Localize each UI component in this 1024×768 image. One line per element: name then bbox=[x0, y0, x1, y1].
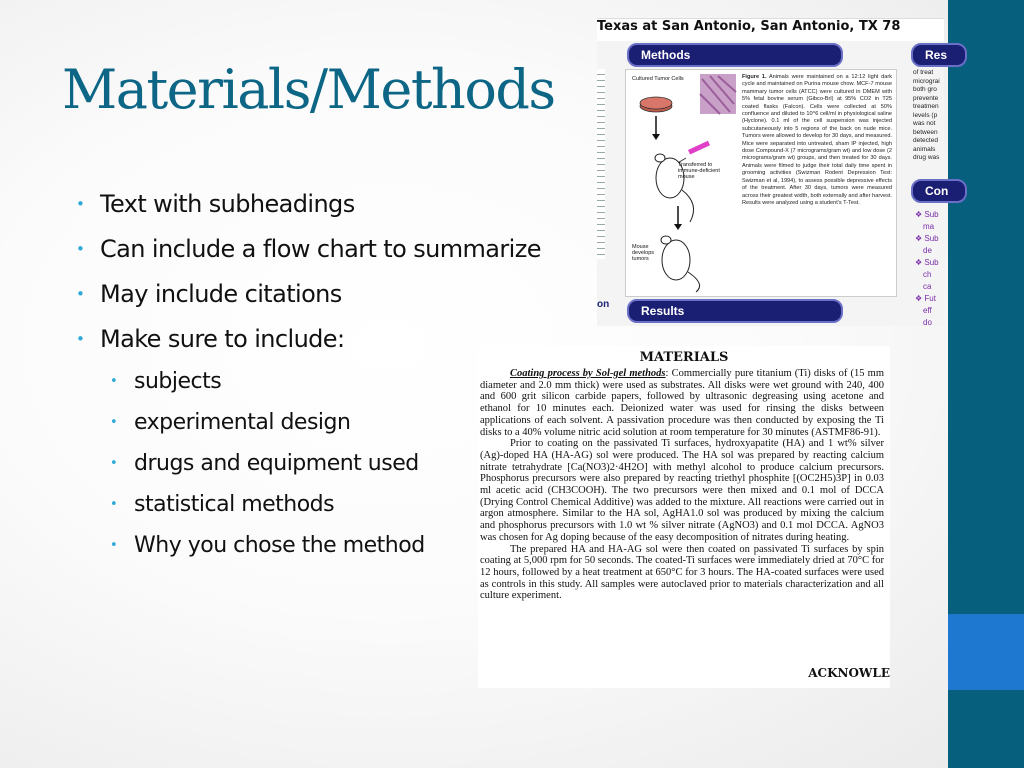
bullet-item bbox=[76, 231, 541, 276]
conclusion-line: de bbox=[923, 246, 932, 255]
bullet-list bbox=[76, 186, 541, 571]
conclusion-line: ❖ Sub bbox=[915, 258, 939, 267]
figure-caption-text: Animals were maintained on a 12:12 light dark cycle and maintained on Purina mouse chow. MCF-7 mouse mammary tumor cells (ATCC) were cultured in DMEM with 5% fetal bovine serum (Gibco-Brl) at 95% CO2 in T25 coated flasks (Falcon). Cells were collected at 50% confluence and diluted to 10^6 cell/ml in physiological saline (Hyclone). 0.1 ml of the cell suspension was injected subcutaneously into 5 regions of the back on nude mice. Tumors were allowed to develop for 30 days, and measured. Mice were separated into untreated, sham IP injected, high dose Compound-X (7 micrograms/gram wt) and low dose (2 micrograms/gram wt) groups, and then treated for 30 days. Animals were filmed to judge their total daily time spent in grooming activities (Swizman Rodent Depression Test: Swizman et al, 1994), to assess possible depressive effects of the treatment. After 30 days, tumors were measured across their greatest width, both externally and after harvest. Results were analyzed using a student's T-Test. bbox=[742, 74, 892, 206]
sub-bullet-item bbox=[76, 530, 541, 571]
sub-bullet-item bbox=[76, 489, 541, 530]
bullet-dot-icon: • bbox=[110, 374, 118, 389]
sub-bullet-item bbox=[76, 448, 541, 489]
figure-label-transferred: Transferred to immune-deficient mouse bbox=[678, 162, 720, 180]
materials-document-image bbox=[478, 346, 890, 688]
sub-bullet-item bbox=[76, 407, 541, 448]
poster-excerpt-image bbox=[597, 18, 949, 327]
bullet-dot-icon: • bbox=[110, 538, 118, 553]
bullet-text: May include citations bbox=[100, 280, 342, 308]
conclusion-line: ❖ Sub bbox=[915, 210, 939, 219]
bullet-dot-icon: • bbox=[76, 195, 85, 213]
poster-left-text-strip bbox=[597, 69, 605, 259]
sub-bullet-text: experimental design bbox=[134, 410, 351, 435]
materials-paragraph-text: : Commercially pure titanium (Ti) disks of (15 mm diameter and 2.0 mm thick) were used as substrates. All disks were wet ground with 240, 400 and 600 grit silicon carbide papers, followed by ultrasonic degreasing using acetone and ethanol for 10 minutes each. Deionized water was used for rinsing the disks between applications of each solvent. A passivation procedure was then conducted by exposing the Ti disks to a 40% volume nitric acid solution at room temperature for 30 minutes (ASTMF86-91). bbox=[480, 368, 885, 438]
sub-bullet-text: Why you chose the method bbox=[134, 533, 425, 558]
conclusions-list bbox=[915, 209, 945, 329]
conclusion-line: ma bbox=[923, 222, 935, 231]
conclusions-header-label: Con bbox=[911, 179, 967, 203]
conclusion-line: eff bbox=[923, 306, 932, 315]
materials-body bbox=[480, 368, 884, 602]
materials-heading: MATERIALS bbox=[639, 350, 729, 365]
bullet-item bbox=[76, 276, 541, 321]
results-label: Results bbox=[627, 299, 843, 323]
figure-caption-lead: Figure 1. bbox=[742, 74, 767, 80]
methods-label: Methods bbox=[627, 43, 843, 67]
poster-text-fragment: on bbox=[597, 299, 610, 310]
slide-title: Materials/Methods bbox=[62, 58, 555, 121]
bullet-dot-icon: • bbox=[110, 497, 118, 512]
bullet-dot-icon: • bbox=[76, 240, 85, 258]
materials-paragraph: Prior to coating on the passivated Ti surfaces, hydroxyapatite (HA) and 1 wt% silver (Ag)-doped HA (HA-AG) sol were produced. The HA sol was prepared by reacting calcium nitrate tetrahydrate [Ca(NO3)2·4H2O] with methyl alcohol to produce calcium precursors. Phosphorus precursors were also prepared by reacting triethyl phosphite [(OC2H5)3P] in 0.03 ml acetic acid (CH3COOH). The two precursors were then mixed and 0.1 mol of DCCA (Drying Control Chemical Additive) was added to the mixture. All reactions were carried out in argon atmosphere. Similar to the HA sol, AgHA1.0 sol was produced by mixing the calcium and phosphorus precursors with 1.0 wt % silver nitrate (AgNO3) and 0.1 mol DCCA. AgNO3 was chosen for Ag doping because of the easy decomposition of nitrates during heating. bbox=[480, 438, 884, 543]
figure-panel bbox=[630, 74, 738, 292]
acknowledgements-heading: ACKNOWLE bbox=[808, 666, 890, 680]
figure-label-cultured: Cultured Tumor Cells bbox=[632, 76, 684, 82]
results-column-text: of treat micrograi both gro prevente treatmen levels (p was not between detected animals drug was bbox=[913, 69, 940, 161]
bullet-dot-icon: • bbox=[76, 330, 85, 348]
sub-bullet-text: drugs and equipment used bbox=[134, 451, 419, 476]
materials-subheading: Coating process by Sol-gel methods bbox=[510, 368, 666, 379]
methods-box bbox=[625, 69, 897, 297]
bullet-text: Can include a flow chart to summarize bbox=[100, 235, 541, 263]
poster-header-text: Texas at San Antonio, San Antonio, TX 78 bbox=[597, 19, 944, 41]
conclusion-line: ❖ Fut bbox=[915, 294, 936, 303]
figure-caption bbox=[742, 74, 892, 207]
bullet-dot-icon: • bbox=[76, 285, 85, 303]
bullet-text: Text with subheadings bbox=[100, 190, 355, 218]
conclusion-line: do bbox=[923, 318, 932, 327]
bullet-dot-icon: • bbox=[110, 456, 118, 471]
side-bar-accent bbox=[948, 614, 1024, 690]
bullet-item bbox=[76, 321, 541, 366]
materials-paragraph bbox=[480, 368, 884, 438]
conclusion-line: ca bbox=[923, 282, 932, 291]
results-header-label: Res bbox=[911, 43, 967, 67]
sub-bullet-text: subjects bbox=[134, 369, 222, 394]
sub-bullet-item bbox=[76, 366, 541, 407]
conclusion-line: ❖ Sub bbox=[915, 234, 939, 243]
materials-paragraph: The prepared HA and HA-AG sol were then coated on passivated Ti surfaces by spin coating at 5,000 rpm for 50 seconds. The coated-Ti surfaces were immediately dried at 70°C for 12 hours, followed by a heat treatment at 650°C for 3 hours. The HA-coated surfaces were used as controls in this study. All samples were autoclaved prior to materials characterization and all culture experiment. bbox=[480, 543, 884, 602]
figure-label-tumors: Mouse develops tumors bbox=[632, 244, 655, 262]
conclusion-line: ch bbox=[923, 270, 932, 279]
bullet-text: Make sure to include: bbox=[100, 325, 345, 353]
bullet-item bbox=[76, 186, 541, 231]
sub-bullet-text: statistical methods bbox=[134, 492, 335, 517]
bullet-dot-icon: • bbox=[110, 415, 118, 430]
